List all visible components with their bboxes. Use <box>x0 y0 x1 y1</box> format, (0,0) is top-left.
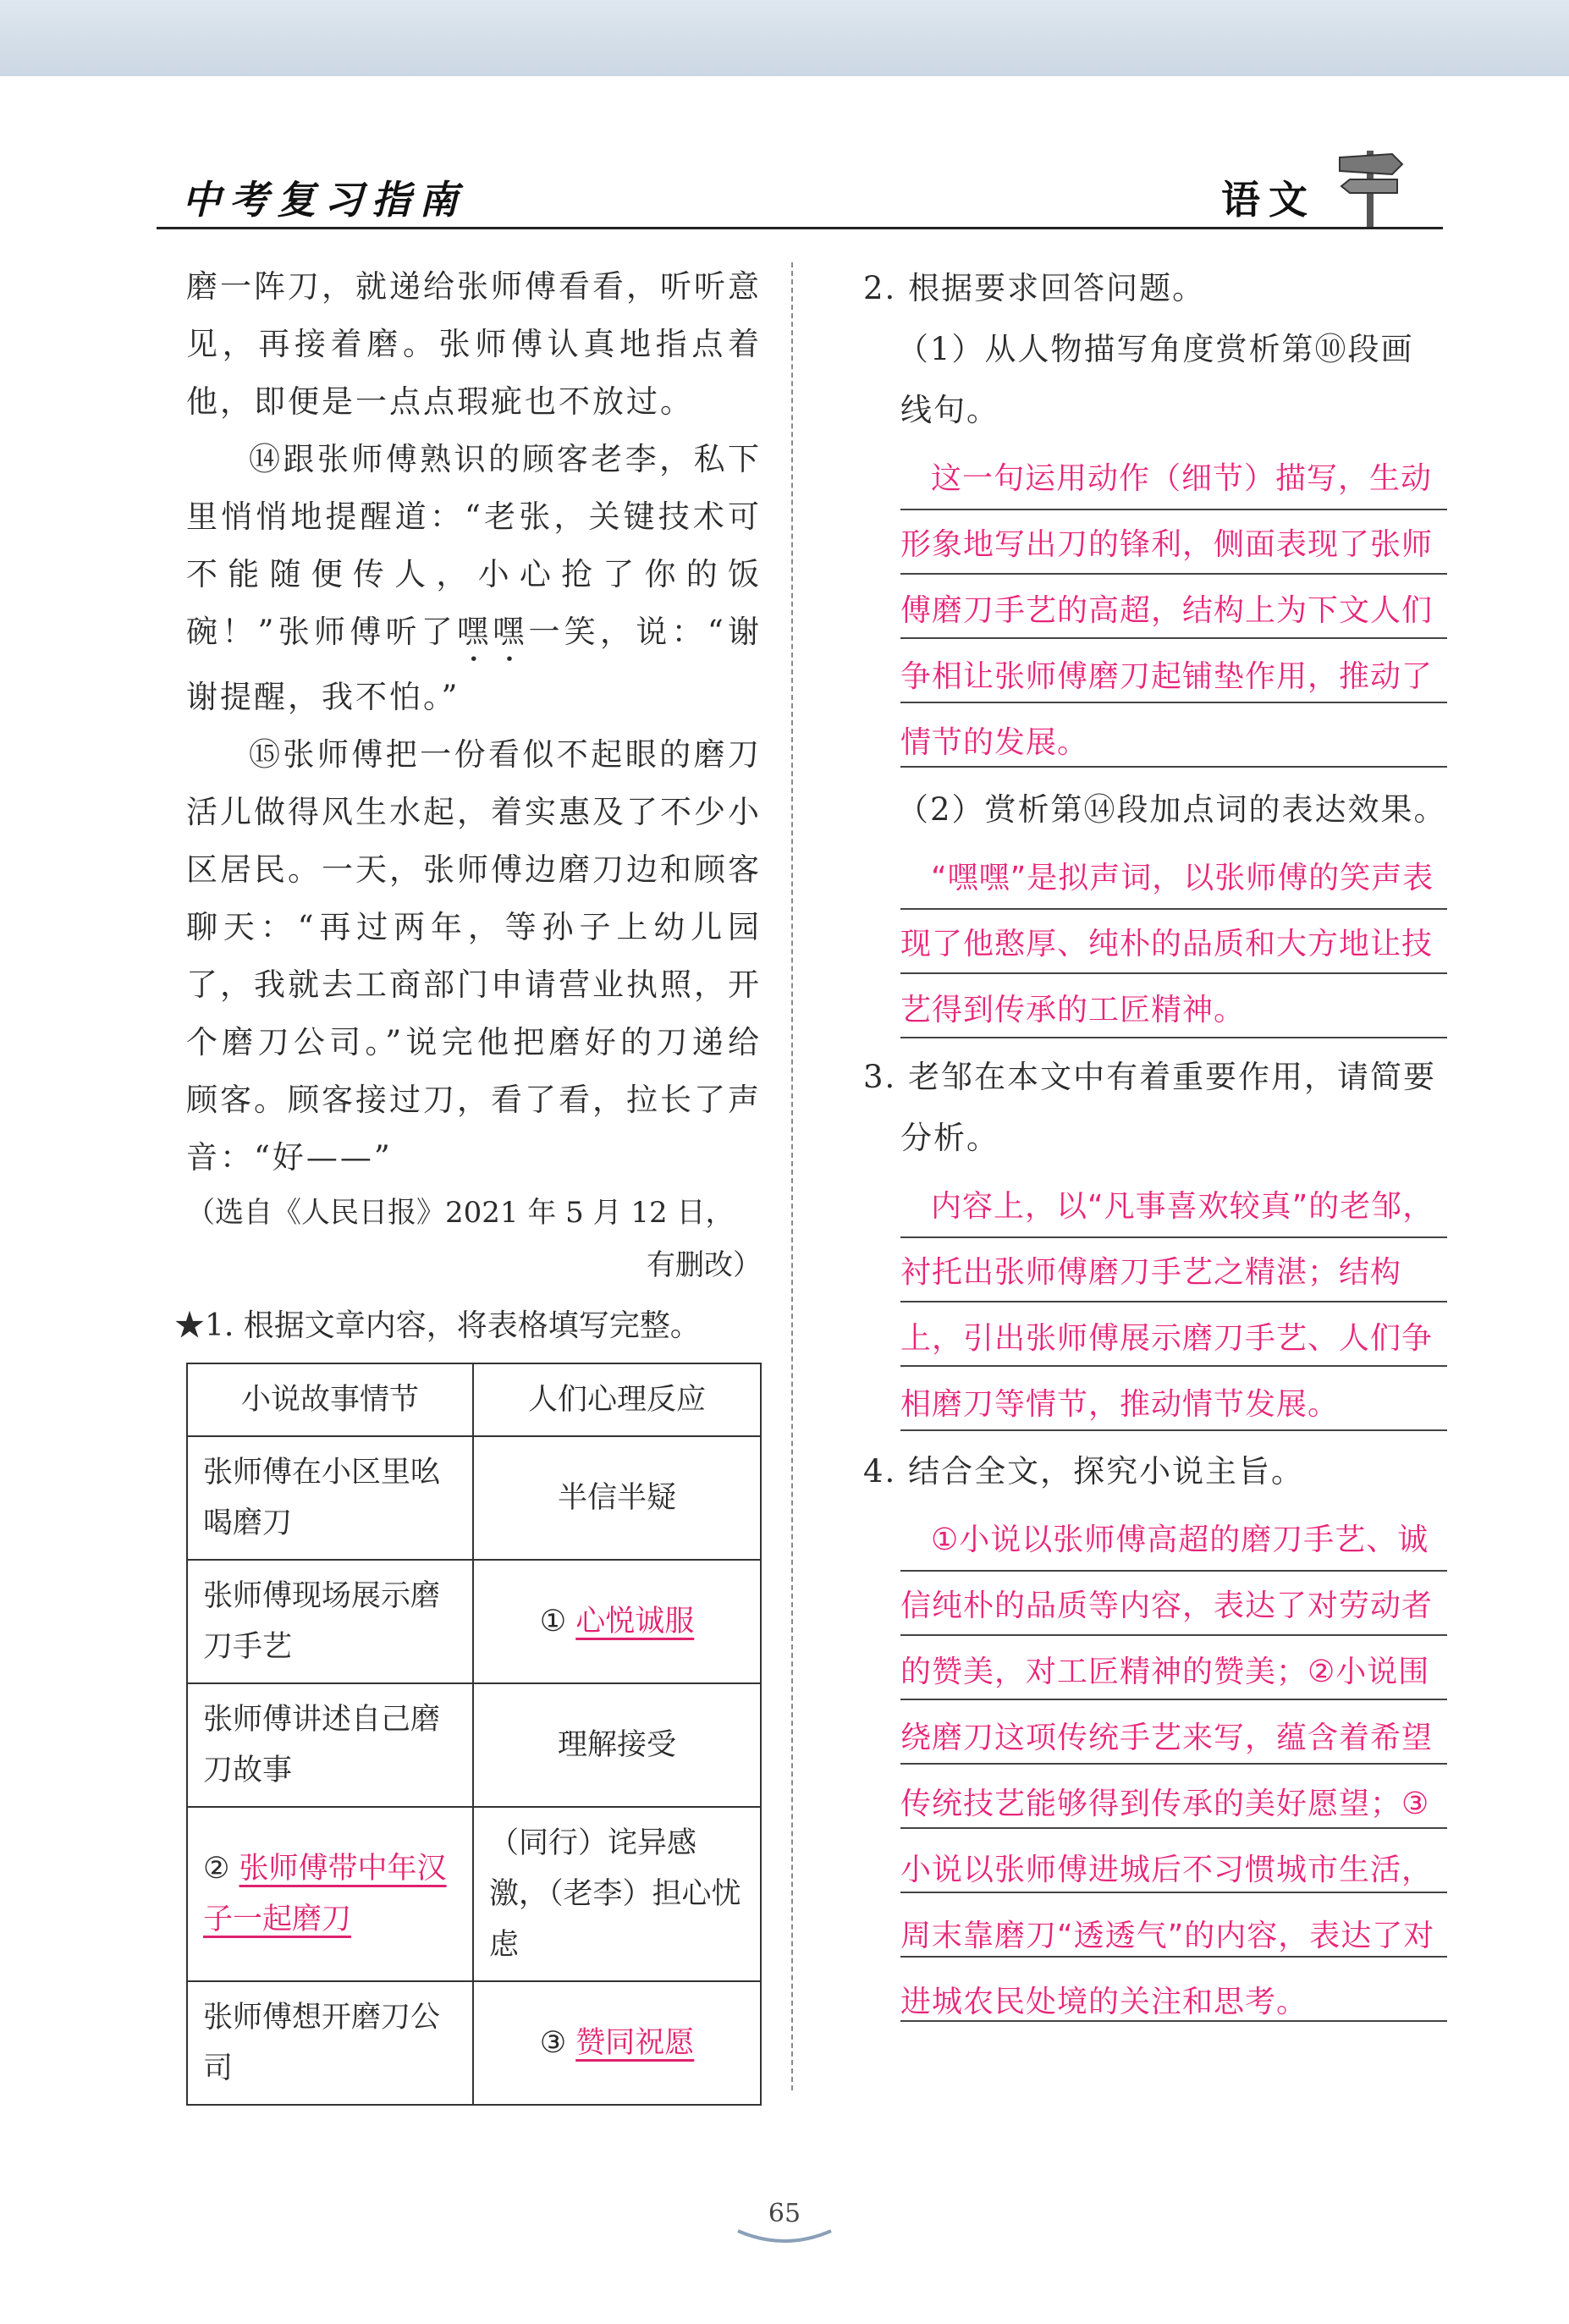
source-note: （选自《人民日报》2021 年 5 月 12 日， <box>186 1196 735 1230</box>
paragraph-14-text-b: 一笑，说：“谢谢提醒，我不怕。” <box>186 614 762 715</box>
page-header <box>157 161 1443 229</box>
plot-cell: 张师傅想开磨刀公司 <box>187 1981 473 2105</box>
answer-blank-2: 张师傅带中年汉子一起磨刀 <box>203 1852 447 1936</box>
top-scan-band <box>0 0 1569 76</box>
table-header-plot: 小说故事情节 <box>187 1363 473 1436</box>
answer-3: 内容上，以“凡事喜欢较真”的老邹，衬托出张师傅磨刀手艺之精湛；结构上，引出张师傅展示磨刀手艺、人们争相磨刀等情节，推动情节发展。 <box>900 1174 1447 1438</box>
page-number-swoosh <box>736 2226 833 2244</box>
table-row <box>187 1560 761 1683</box>
answer-blank-3: 赞同祝愿 <box>575 2026 695 2060</box>
plot-cell: 张师傅在小区里吆喝磨刀 <box>187 1436 473 1560</box>
answer-4: ①小说以张师傅高超的磨刀手艺、诚信纯朴的品质等内容，表达了对劳动者的赞美，对工匠精神的赞美；②小说围绕磨刀这项传统手艺来写，蕴含着希望传统技艺能够得到传承的美好愿望；③小说以张师傅进城后不习惯城市生活，周末靠磨刀“透透气”的内容，表达了对进城农民处境的关注和思考。 <box>900 1507 1447 2035</box>
dotted-word: 嘿嘿 <box>457 614 529 650</box>
question-3-cont: 分析。 <box>900 1120 999 1156</box>
answer-blank-1: 心悦诚服 <box>575 1605 695 1638</box>
question-2-2: （2）赏析第⑭段加点词的表达效果。 <box>897 791 1447 828</box>
table-row <box>187 1436 761 1560</box>
answer-2-1: 这一句运用动作（细节）描写，生动形象地写出刀的锋利，侧面表现了张师傅磨刀手艺的高超，结构上为下文人们争相让张师傅磨刀起铺垫作用，推动了情节的发展。 <box>900 446 1447 776</box>
table-row <box>187 1807 761 1981</box>
story-paragraph-13: 磨一阵刀，就递给张师傅看看，听听意见，再接着磨。张师傅认真地指点着他，即便是一点点瑕疵也不放过。 <box>186 268 762 420</box>
answer-2-2: “嘿嘿”是拟声词，以张师傅的笑声表现了他憨厚、纯朴的品质和大方地让技艺得到传承的工匠精神。 <box>900 845 1447 1044</box>
plot-cell: 张师傅讲述自己磨刀故事 <box>187 1683 473 1807</box>
story-paragraph-15: ⑮张师傅把一份看似不起眼的磨刀活儿做得风生水起，着实惠及了不少小区居民。一天，张师傅边磨刀边和顾客聊天：“再过两年，等孙子上幼儿园了，我就去工商部门申请营业执照，开个磨刀公司。”说完他把磨好的刀递给顾客。顾客接过刀，看了看，拉长了声音：“好——” <box>186 736 762 1176</box>
blank-number: ① <box>539 1605 567 1638</box>
question-1: ★1. 根据文章内容，将表格填写完整。 <box>174 1308 701 1343</box>
question-4: 4. 结合全文，探究小说主旨。 <box>863 1453 1305 1490</box>
book-title: 中考复习指南 <box>182 177 466 223</box>
reaction-cell <box>473 1560 761 1683</box>
plot-reaction-table <box>186 1363 762 2106</box>
story-paragraph-14 <box>186 431 762 726</box>
blank-number: ② <box>203 1852 230 1886</box>
plot-cell <box>187 1807 473 1981</box>
source-note-end: 有删改） <box>647 1248 762 1282</box>
question-3: 3. 老邹在本文中有着重要作用，请简要 <box>863 1059 1437 1095</box>
page-number: 65 <box>768 2199 801 2228</box>
question-2-1: （1）从人物描写角度赏析第⑩段画 <box>897 331 1414 367</box>
reaction-cell: （同行）诧异感激，（老李）担心忧虑 <box>473 1807 761 1981</box>
plot-cell: 张师傅现场展示磨刀手艺 <box>187 1560 473 1683</box>
reaction-cell <box>473 1981 761 2105</box>
table-header-reaction: 人们心理反应 <box>473 1363 761 1436</box>
subject-label: 语文 <box>1221 177 1316 223</box>
reaction-cell: 理解接受 <box>473 1683 761 1807</box>
question-2: 2. 根据要求回答问题。 <box>863 270 1206 306</box>
table-row <box>187 1981 761 2105</box>
table-row <box>187 1683 761 1807</box>
header-rule <box>157 227 1443 229</box>
signpost-icon <box>1333 142 1409 227</box>
left-column <box>174 258 762 2106</box>
right-column <box>863 258 1447 2039</box>
reaction-cell: 半信半疑 <box>473 1436 761 1560</box>
column-divider <box>791 262 793 2090</box>
paragraph-14-text-a: ⑭跟张师傅熟识的顾客老李，私下里悄悄地提醒道：“老张，关键技术可不能随便传人，小心抢了你的饭碗！”张师傅听了 <box>186 441 762 650</box>
table-header-row <box>187 1363 761 1436</box>
question-2-1-cont: 线句。 <box>900 392 999 428</box>
blank-number: ③ <box>539 2026 567 2060</box>
